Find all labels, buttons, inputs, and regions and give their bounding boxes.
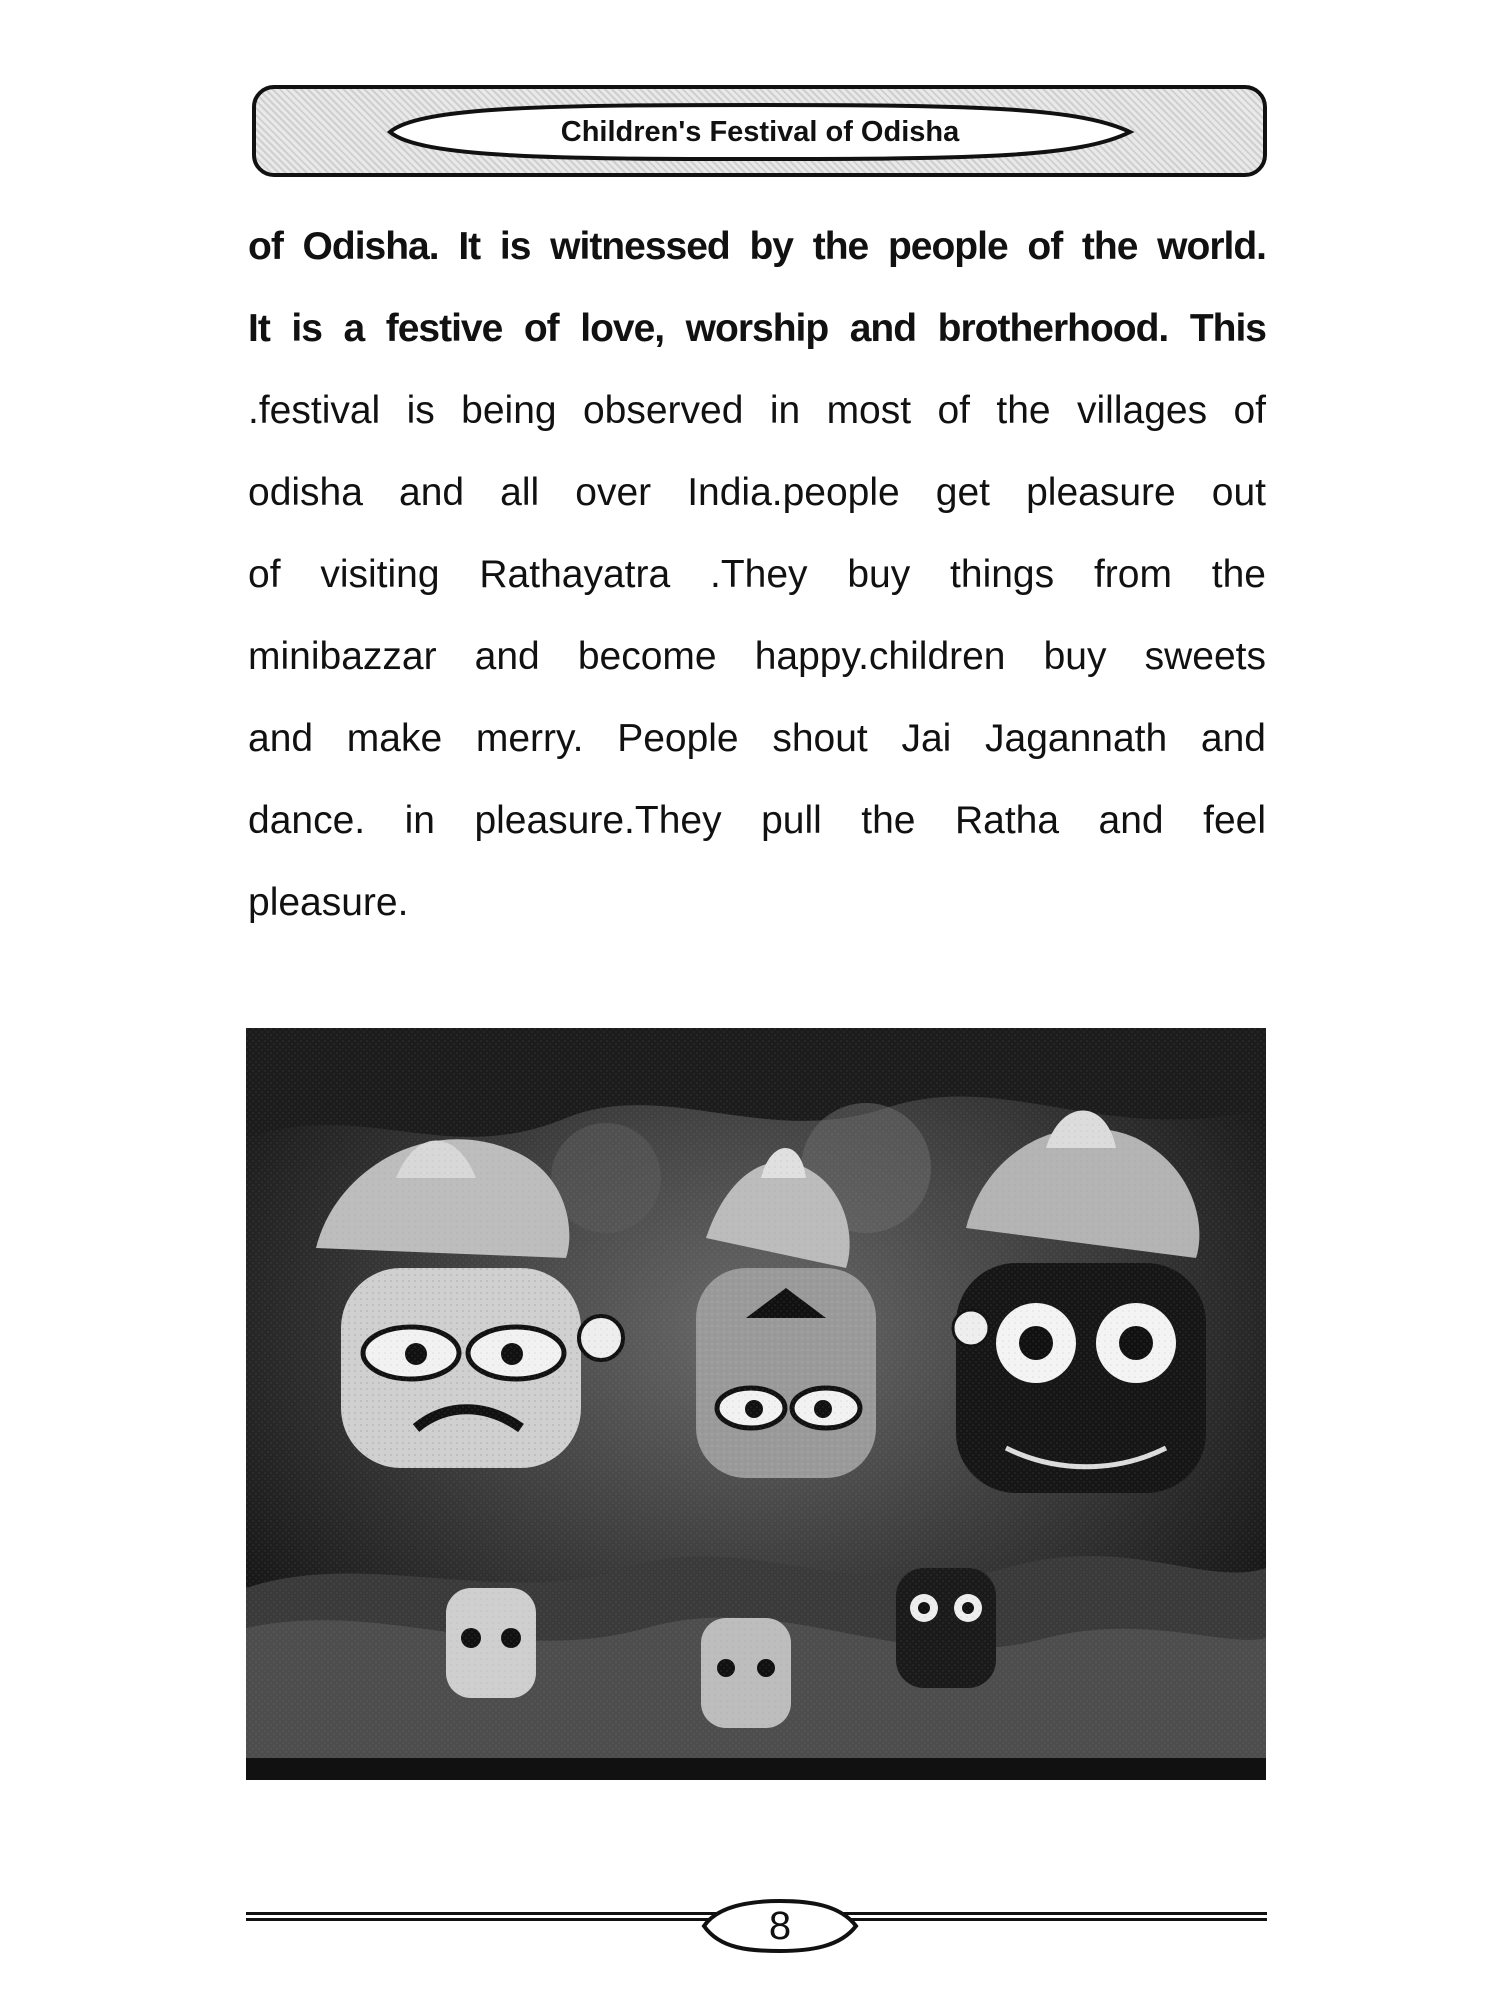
text-line-2: It is a festive of love, worship and brotherhood. This (248, 307, 1266, 350)
page-header-title: Children's Festival of Odisha (560, 116, 960, 148)
text-line-5: of visiting Rathayatra .They buy things from the (248, 553, 1266, 596)
deities-photo (246, 1028, 1266, 1780)
text-line-4: odisha and all over India.people get pleasure out (248, 471, 1266, 514)
footer-rule-right (797, 1912, 1267, 1928)
footer-rule-left (246, 1912, 716, 1928)
body-paragraph (248, 206, 1266, 944)
text-line-7: and make merry. People shout Jai Jagannath and (248, 717, 1266, 760)
text-line-1: of Odisha. It is witnessed by the people of the world. (248, 225, 1266, 268)
page-number: 8 (768, 1904, 792, 1948)
text-line-8: dance. in pleasure.They pull the Ratha and feel (248, 799, 1266, 842)
text-line-3: .festival is being observed in most of the villages of (248, 389, 1266, 432)
text-line-6: minibazzar and become happy.children buy sweets (248, 635, 1266, 678)
text-line-9: pleasure. (248, 881, 409, 924)
